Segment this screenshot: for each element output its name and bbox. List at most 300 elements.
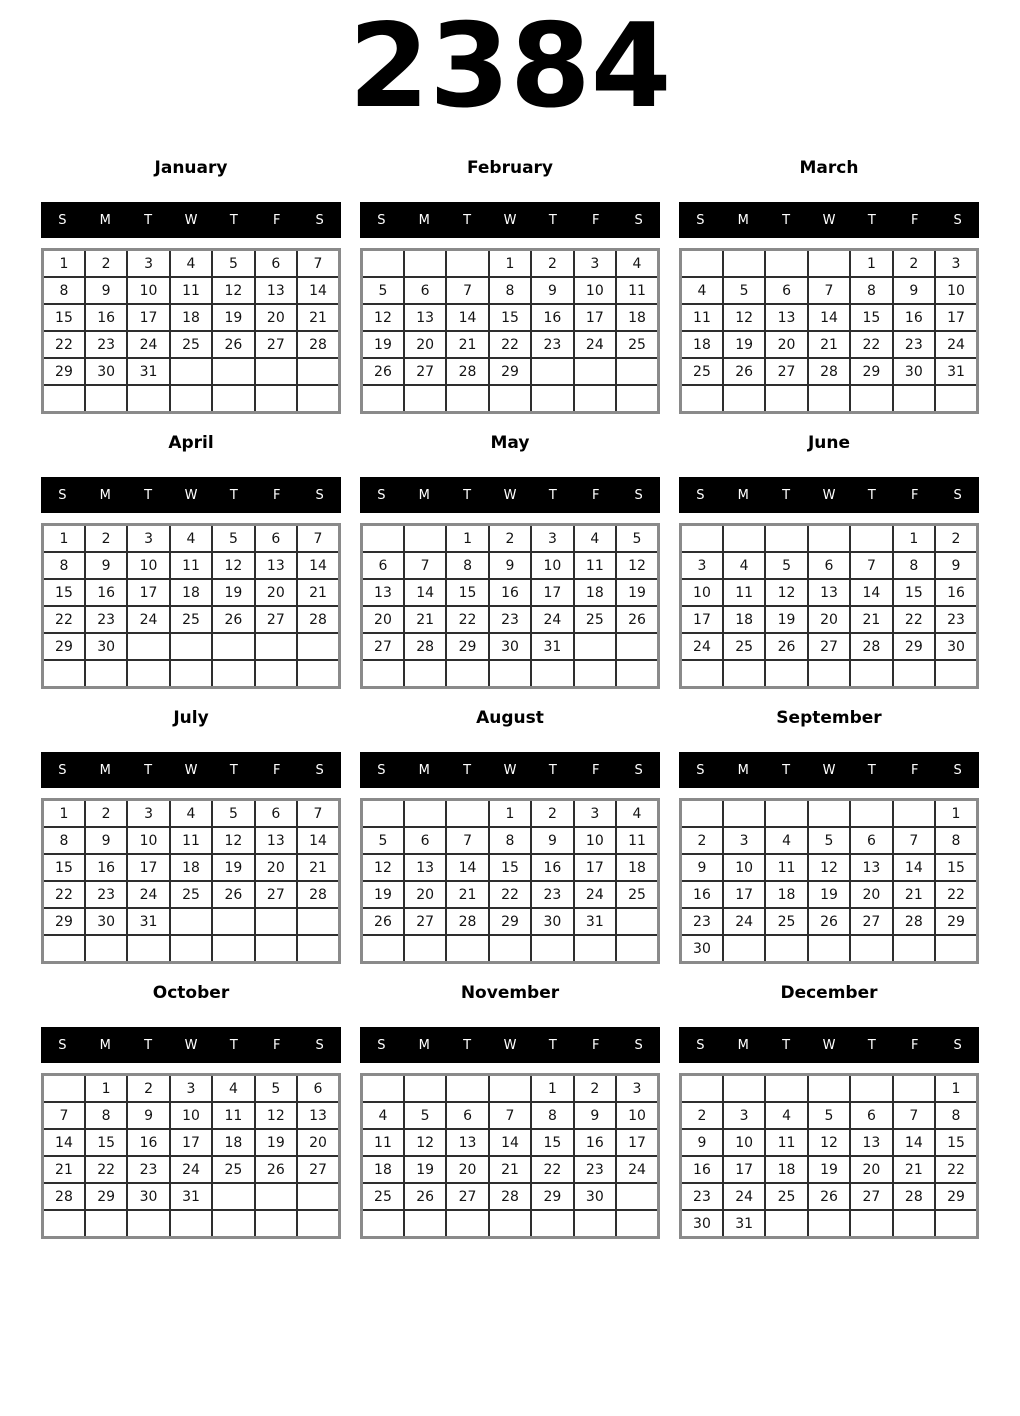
day-cell: 26 [404,1183,446,1210]
empty-day-cell [446,385,488,413]
day-cell: 3 [574,800,616,828]
day-cell: 12 [255,1102,297,1129]
weekday-header-row [41,1027,341,1063]
week-row [681,1210,978,1238]
day-cell: 5 [362,277,404,304]
week-row [362,250,659,278]
empty-day-cell [616,660,658,688]
month-august [360,705,660,964]
weekday-header: S [377,762,386,778]
day-cell: 18 [723,606,765,633]
day-cell: 12 [808,854,850,881]
empty-day-cell [85,385,127,413]
day-cell: 10 [531,552,573,579]
weekday-header: S [315,212,324,228]
empty-day-cell [850,660,892,688]
day-cell: 31 [531,633,573,660]
day-cell: 13 [255,552,297,579]
day-cell: 17 [531,579,573,606]
day-cell: 16 [681,1156,723,1183]
empty-day-cell [616,633,658,660]
day-cell: 17 [127,304,169,331]
day-cell: 19 [765,606,807,633]
day-cell: 3 [681,552,723,579]
day-cell: 26 [808,1183,850,1210]
month-grid [360,523,660,689]
weekday-header: W [184,1037,198,1053]
day-cell: 5 [255,1075,297,1103]
day-cell: 29 [489,358,531,385]
day-cell: 27 [404,908,446,935]
day-cell: 9 [489,552,531,579]
day-cell: 19 [212,304,254,331]
empty-day-cell [362,1075,404,1103]
month-grid [360,798,660,964]
empty-day-cell [297,660,339,688]
week-row [43,606,340,633]
day-cell: 21 [404,606,446,633]
day-cell: 12 [212,827,254,854]
weekday-header: M [418,762,430,778]
day-cell: 23 [127,1156,169,1183]
day-cell: 6 [362,552,404,579]
day-cell: 26 [362,358,404,385]
empty-day-cell [404,250,446,278]
day-cell: 26 [255,1156,297,1183]
day-cell: 2 [85,525,127,553]
day-cell: 8 [85,1102,127,1129]
day-cell: 23 [531,881,573,908]
day-cell: 11 [170,827,212,854]
day-cell: 25 [362,1183,404,1210]
day-cell: 17 [723,1156,765,1183]
weekday-header: S [58,212,67,228]
empty-day-cell [935,1210,977,1238]
day-cell: 31 [935,358,977,385]
day-cell: 30 [893,358,935,385]
empty-day-cell [127,660,169,688]
day-cell: 2 [127,1075,169,1103]
day-cell: 1 [43,525,85,553]
day-cell: 26 [362,908,404,935]
day-cell: 18 [765,881,807,908]
day-cell: 17 [935,304,977,331]
day-cell: 6 [255,525,297,553]
day-cell: 10 [616,1102,658,1129]
empty-day-cell [723,385,765,413]
month-february [360,155,660,414]
weekday-header: S [696,1037,705,1053]
day-cell: 14 [297,552,339,579]
month-grid [679,523,979,689]
month-title: December [780,983,878,1004]
day-cell: 29 [935,908,977,935]
empty-day-cell [255,1210,297,1238]
day-cell: 27 [404,358,446,385]
day-cell: 10 [681,579,723,606]
month-title: February [466,158,554,179]
week-row [43,304,340,331]
empty-day-cell [723,660,765,688]
day-cell: 6 [404,277,446,304]
empty-day-cell [574,1210,616,1238]
day-cell: 15 [935,854,977,881]
day-cell: 27 [297,1156,339,1183]
empty-day-cell [170,935,212,963]
day-cell: 21 [808,331,850,358]
day-cell: 21 [446,331,488,358]
empty-day-cell [404,1210,446,1238]
day-cell: 19 [362,881,404,908]
empty-day-cell [297,1210,339,1238]
day-cell: 4 [574,525,616,553]
week-row [362,908,659,935]
week-row [362,1075,659,1103]
day-cell: 9 [681,1129,723,1156]
empty-day-cell [574,660,616,688]
empty-day-cell [446,1210,488,1238]
week-row [681,1183,978,1210]
day-cell: 23 [85,881,127,908]
weekday-header: S [953,212,962,228]
day-cell: 10 [935,277,977,304]
week-row [43,1183,340,1210]
day-cell: 23 [531,331,573,358]
week-row [681,908,978,935]
weekday-header: M [99,762,111,778]
week-row [43,881,340,908]
day-cell: 7 [297,800,339,828]
day-cell: 23 [893,331,935,358]
day-cell: 15 [43,579,85,606]
week-row [681,385,978,413]
weekday-header: F [272,762,281,778]
day-cell: 22 [531,1156,573,1183]
month-grid [41,248,341,414]
week-row [43,800,340,828]
weekday-header: T [463,1037,472,1053]
empty-day-cell [255,935,297,963]
day-cell: 15 [85,1129,127,1156]
day-cell: 12 [404,1129,446,1156]
day-cell: 21 [297,579,339,606]
day-cell: 19 [404,1156,446,1183]
empty-day-cell [531,385,573,413]
week-row [681,358,978,385]
week-row [362,331,659,358]
day-cell: 2 [85,250,127,278]
empty-day-cell [127,385,169,413]
day-cell: 27 [255,331,297,358]
day-cell: 3 [616,1075,658,1103]
month-title: April [168,433,214,454]
day-cell: 13 [362,579,404,606]
day-cell: 10 [127,277,169,304]
day-cell: 19 [255,1129,297,1156]
empty-day-cell [723,935,765,963]
week-row [362,1156,659,1183]
month-grid [41,798,341,964]
day-cell: 29 [43,358,85,385]
day-cell: 16 [85,579,127,606]
week-row [43,552,340,579]
day-cell: 8 [446,552,488,579]
day-cell: 16 [85,854,127,881]
day-cell: 15 [531,1129,573,1156]
month-title: September [776,708,882,729]
day-cell: 4 [765,827,807,854]
day-cell: 22 [43,606,85,633]
day-cell: 30 [85,358,127,385]
empty-day-cell [297,908,339,935]
weekday-header-row [679,202,979,238]
empty-day-cell [808,525,850,553]
day-cell: 7 [297,525,339,553]
month-january [41,155,341,414]
day-cell: 20 [362,606,404,633]
weekday-header: F [591,212,600,228]
day-cell: 20 [850,881,892,908]
weekday-header-row [679,752,979,788]
day-cell: 20 [765,331,807,358]
day-cell: 4 [765,1102,807,1129]
day-cell: 22 [43,881,85,908]
week-row [362,1129,659,1156]
weekday-header: F [591,1037,600,1053]
empty-day-cell [574,633,616,660]
day-cell: 25 [616,881,658,908]
empty-day-cell [531,358,573,385]
day-cell: 4 [362,1102,404,1129]
day-cell: 4 [170,525,212,553]
day-cell: 23 [85,331,127,358]
month-june [679,430,979,689]
day-cell: 17 [127,579,169,606]
day-cell: 20 [255,854,297,881]
day-cell: 25 [170,881,212,908]
weekday-header: S [696,762,705,778]
day-cell: 11 [616,277,658,304]
day-cell: 11 [616,827,658,854]
day-cell: 28 [808,358,850,385]
empty-day-cell [723,250,765,278]
weekday-header: T [229,1037,238,1053]
weekday-header: S [315,762,324,778]
weekday-header: T [782,762,791,778]
day-cell: 10 [127,827,169,854]
day-cell: 15 [935,1129,977,1156]
day-cell: 30 [85,633,127,660]
weekday-header: S [377,212,386,228]
empty-day-cell [170,358,212,385]
day-cell: 13 [404,304,446,331]
empty-day-cell [935,935,977,963]
day-cell: 22 [935,1156,977,1183]
day-cell: 21 [850,606,892,633]
week-row [681,579,978,606]
empty-day-cell [893,1210,935,1238]
week-row [362,385,659,413]
day-cell: 27 [765,358,807,385]
day-cell: 20 [446,1156,488,1183]
day-cell: 24 [574,331,616,358]
day-cell: 12 [212,552,254,579]
day-cell: 14 [808,304,850,331]
day-cell: 25 [723,633,765,660]
day-cell: 14 [43,1129,85,1156]
empty-day-cell [362,1210,404,1238]
day-cell: 4 [681,277,723,304]
weekday-header: S [953,487,962,503]
empty-day-cell [85,660,127,688]
day-cell: 22 [43,331,85,358]
empty-day-cell [362,660,404,688]
day-cell: 29 [43,633,85,660]
empty-day-cell [489,385,531,413]
day-cell: 1 [893,525,935,553]
day-cell: 10 [170,1102,212,1129]
day-cell: 2 [489,525,531,553]
day-cell: 26 [723,358,765,385]
day-cell: 28 [489,1183,531,1210]
day-cell: 24 [127,606,169,633]
empty-day-cell [808,1075,850,1103]
day-cell: 27 [255,606,297,633]
weekday-header: W [822,487,836,503]
weekday-header: F [910,487,919,503]
day-cell: 28 [297,331,339,358]
weekday-header: M [737,212,749,228]
weekday-header: M [418,487,430,503]
day-cell: 24 [127,881,169,908]
empty-day-cell [681,1075,723,1103]
day-cell: 13 [297,1102,339,1129]
day-cell: 8 [935,827,977,854]
day-cell: 5 [362,827,404,854]
day-cell: 9 [85,552,127,579]
day-cell: 11 [574,552,616,579]
month-march [679,155,979,414]
day-cell: 2 [893,250,935,278]
week-row [362,935,659,963]
day-cell: 11 [765,854,807,881]
day-cell: 24 [170,1156,212,1183]
day-cell: 22 [489,331,531,358]
day-cell: 23 [681,908,723,935]
empty-day-cell [362,250,404,278]
day-cell: 1 [531,1075,573,1103]
day-cell: 3 [935,250,977,278]
day-cell: 16 [681,881,723,908]
empty-day-cell [446,1075,488,1103]
day-cell: 12 [362,304,404,331]
weekday-header: S [634,762,643,778]
empty-day-cell [808,660,850,688]
day-cell: 19 [808,881,850,908]
weekday-header: F [272,1037,281,1053]
day-cell: 15 [446,579,488,606]
empty-day-cell [616,358,658,385]
month-grid [41,523,341,689]
week-row [681,633,978,660]
day-cell: 17 [681,606,723,633]
empty-day-cell [43,935,85,963]
day-cell: 2 [681,1102,723,1129]
empty-day-cell [808,250,850,278]
day-cell: 18 [616,304,658,331]
day-cell: 21 [297,304,339,331]
weekday-header: S [58,487,67,503]
day-cell: 30 [681,1210,723,1238]
empty-day-cell [850,525,892,553]
day-cell: 7 [43,1102,85,1129]
empty-day-cell [255,660,297,688]
weekday-header: F [910,762,919,778]
day-cell: 1 [43,250,85,278]
empty-day-cell [362,935,404,963]
week-row [43,1075,340,1103]
week-row [43,935,340,963]
empty-day-cell [893,800,935,828]
weekday-header: T [229,762,238,778]
weekday-header: F [591,762,600,778]
weekday-header: W [184,487,198,503]
weekday-header-row [41,202,341,238]
week-row [43,854,340,881]
day-cell: 10 [574,827,616,854]
day-cell: 16 [531,854,573,881]
day-cell: 23 [935,606,977,633]
week-row [681,331,978,358]
empty-day-cell [362,385,404,413]
empty-day-cell [808,800,850,828]
day-cell: 21 [893,881,935,908]
weekday-header: T [867,212,876,228]
weekday-header: M [99,212,111,228]
day-cell: 16 [935,579,977,606]
weekday-header: T [782,1037,791,1053]
month-title: January [154,158,228,179]
day-cell: 17 [127,854,169,881]
week-row [681,660,978,688]
day-cell: 25 [170,331,212,358]
empty-day-cell [850,935,892,963]
day-cell: 5 [808,827,850,854]
day-cell: 14 [446,304,488,331]
day-cell: 16 [85,304,127,331]
empty-day-cell [170,908,212,935]
weekday-header: S [696,212,705,228]
day-cell: 9 [681,854,723,881]
day-cell: 3 [723,827,765,854]
day-cell: 11 [170,277,212,304]
day-cell: 14 [446,854,488,881]
weekday-header: T [463,762,472,778]
empty-day-cell [765,385,807,413]
day-cell: 3 [127,250,169,278]
empty-day-cell [574,935,616,963]
day-cell: 3 [723,1102,765,1129]
day-cell: 11 [723,579,765,606]
week-row [681,800,978,828]
day-cell: 23 [574,1156,616,1183]
day-cell: 8 [43,552,85,579]
empty-day-cell [212,1210,254,1238]
day-cell: 6 [255,250,297,278]
weekday-header: T [548,1037,557,1053]
weekday-header: W [822,1037,836,1053]
weekday-header: T [782,212,791,228]
